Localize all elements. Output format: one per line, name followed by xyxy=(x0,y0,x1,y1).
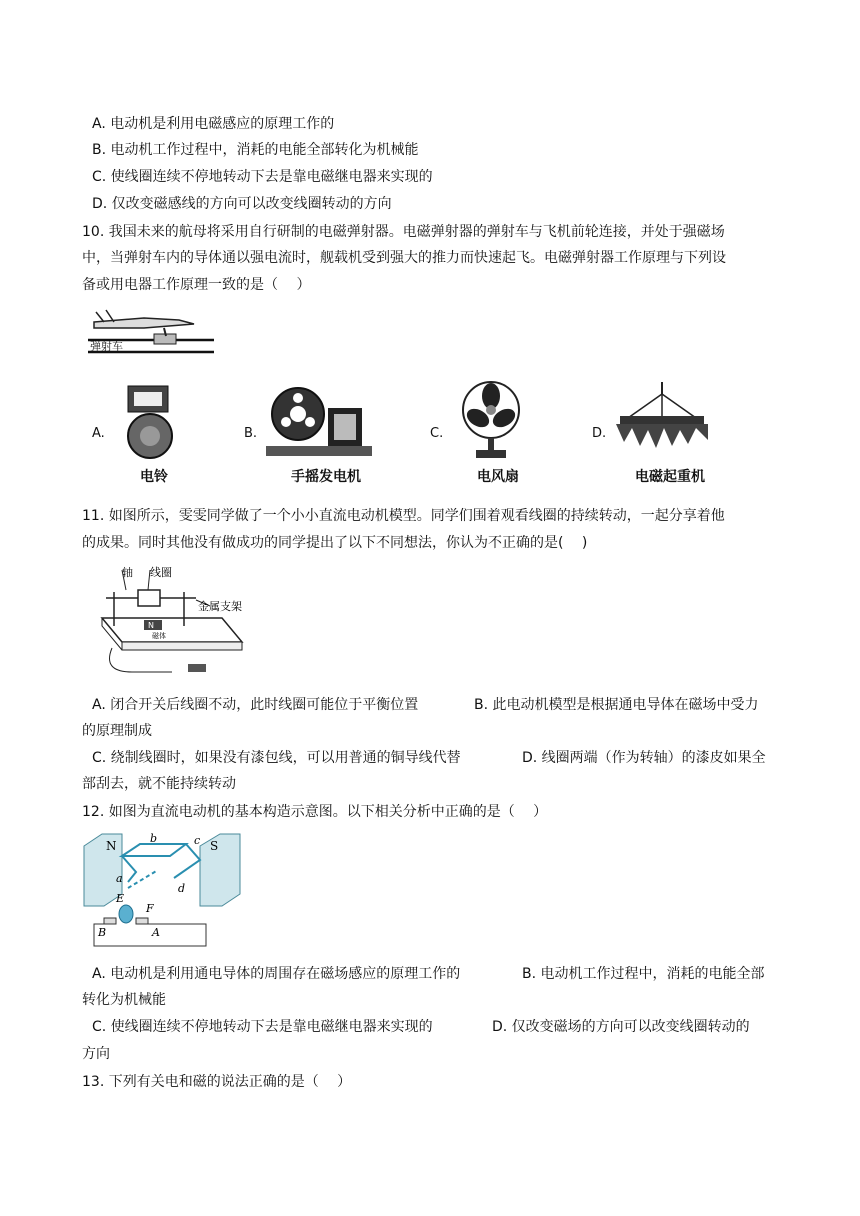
q11-stem-line2: 的成果。同时其他没有做成功的同学提出了以下不同想法，你认为不正确的是( ) xyxy=(82,535,588,551)
q9-option-a: A. 电动机是利用电磁感应的原理工作的 xyxy=(92,116,335,132)
q10-stem-line2: 中，当弹射车内的导体通以强电流时，舰载机受到强大的推力而快速起飞。电磁弹射器工作原理与下列设 xyxy=(82,250,726,266)
caption-hand-generator: 手摇发电机 xyxy=(291,469,361,485)
q9-option-b: B. 电动机工作过程中，消耗的电能全部转化为机械能 xyxy=(92,142,419,158)
q11-option-c: C. 绕制线圈时，如果没有漆包线，可以用普通的铜导线代替 xyxy=(92,750,461,766)
q12-option-b: B. 电动机工作过程中，消耗的电能全部 xyxy=(522,966,765,982)
label-brush-a: A xyxy=(152,926,160,939)
q9-option-d: D. 仅改变磁感线的方向可以改变线圈转动的方向 xyxy=(92,196,392,212)
label-e: E xyxy=(116,892,125,905)
label-a: a xyxy=(116,872,123,885)
dc-motor-model-figure xyxy=(92,562,262,682)
electric-bell-image xyxy=(108,378,192,462)
q10-stem-line1: 10. 我国未来的航母将采用自行研制的电磁弹射器。电磁弹射器的弹射车与飞机前轮连接，并处于强磁场 xyxy=(82,224,725,240)
dc-motor-structure-figure xyxy=(82,832,242,952)
q9-option-c: C. 使线圈连续不停地转动下去是靠电磁继电器来实现的 xyxy=(92,169,433,185)
q11-option-b-cont: 的原理制成 xyxy=(82,723,152,739)
q10-stem-line3: 备或用电器工作原理一致的是（ ） xyxy=(82,277,311,293)
label-f: F xyxy=(146,902,154,915)
q11-option-a: A. 闭合开关后线圈不动，此时线圈可能位于平衡位置 xyxy=(92,697,419,713)
q12-stem-line1: 12. 如图为直流电动机的基本构造示意图。以下相关分析中正确的是（ ） xyxy=(82,804,548,820)
catapult-figure xyxy=(84,300,219,364)
q13-stem-line1: 13. 下列有关电和磁的说法正确的是（ ） xyxy=(82,1074,352,1090)
label-magnet-n: N xyxy=(148,621,154,630)
label-b: b xyxy=(150,832,158,845)
caption-electromagnetic-crane: 电磁起重机 xyxy=(635,469,705,485)
q12-option-b-cont: 转化为机械能 xyxy=(82,992,166,1008)
q12-option-a: A. 电动机是利用通电导体的周围存在磁场感应的原理工作的 xyxy=(92,966,461,982)
label-d: d xyxy=(178,882,186,895)
q12-option-c: C. 使线圈连续不停地转动下去是靠电磁继电器来实现的 xyxy=(92,1019,433,1035)
q10-option-b-letter: B. xyxy=(244,426,258,441)
label-coil: 线圈 xyxy=(150,566,172,579)
q12-option-d-cont: 方向 xyxy=(82,1046,110,1062)
q11-stem-line1: 11. 如图所示，雯雯同学做了一个小小直流电动机模型。同学们围着观看线圈的持续转动，一起分享着他 xyxy=(82,508,725,524)
electric-fan-image xyxy=(446,378,536,462)
q10-option-d-letter: D. xyxy=(592,426,607,441)
catapult-label: 弹射车 xyxy=(90,340,123,353)
label-c: c xyxy=(194,834,201,847)
label-s-pole: S xyxy=(210,839,219,853)
caption-electric-fan: 电风扇 xyxy=(477,469,519,485)
label-axis: 轴 xyxy=(122,566,133,579)
label-brush-b: B xyxy=(98,926,107,939)
electromagnetic-crane-image xyxy=(608,378,716,462)
label-n-pole: N xyxy=(106,839,117,853)
hand-generator-image xyxy=(258,378,378,462)
label-magnet: 磁体 xyxy=(152,632,166,640)
q11-option-d: D. 线圈两端（作为转轴）的漆皮如果全 xyxy=(522,750,766,766)
q10-option-c-letter: C. xyxy=(430,426,444,441)
label-metal-bracket: 金属支架 xyxy=(198,600,242,613)
caption-electric-bell: 电铃 xyxy=(140,469,168,485)
q11-option-b: B. 此电动机模型是根据通电导体在磁场中受力 xyxy=(474,697,759,713)
q11-option-d-cont: 部刮去，就不能持续转动 xyxy=(82,776,236,792)
q12-option-d: D. 仅改变磁场的方向可以改变线圈转动的 xyxy=(492,1019,750,1035)
q10-option-a-letter: A. xyxy=(92,426,105,441)
